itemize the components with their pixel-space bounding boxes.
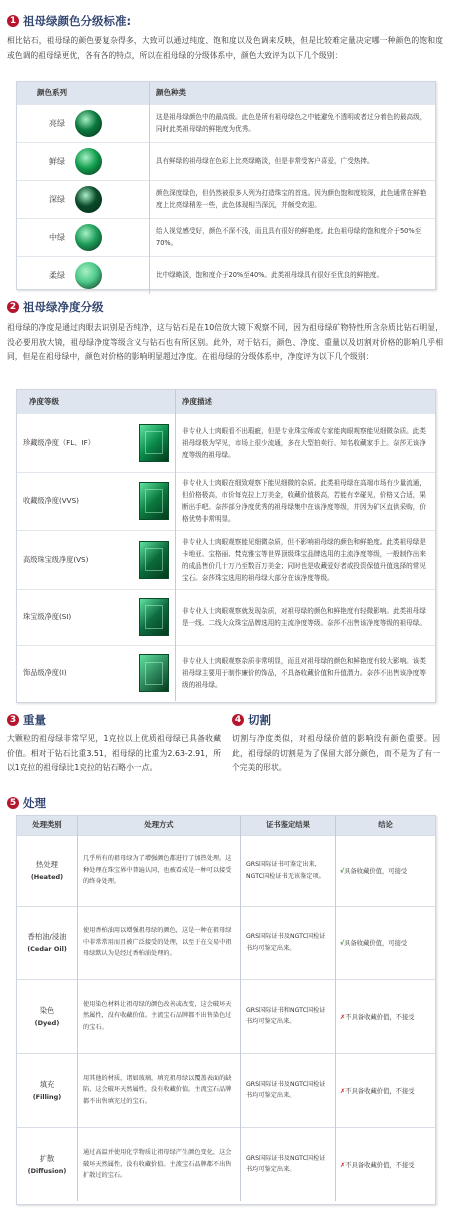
treatment-table	[16, 815, 436, 1205]
clarity-grade-description: 非专业人士肉眼观察杂质非常明显，而且对祖母绿的颜色和鲜艳度有较大影响。该类祖母绿主要用于制作廉价的饰品，不具备收藏价值和升值潜力。奈莎不出售该净度等级的祖母绿。	[182, 657, 426, 690]
table-row	[17, 142, 435, 180]
certificate-result: GRS国际证书及NGTC国检证书均可鉴定出来。	[241, 906, 336, 979]
section-paragraph: 大颗粒的祖母绿非常罕见，1克拉以上优质祖母绿已具备收藏价值。相对于钻石比重3.51，祖母绿的比重为2.63-2.91，所以1克拉的祖母绿比1克拉的钻石略小一点。	[7, 734, 221, 772]
conclusion-mark-icon: √	[340, 940, 345, 947]
section-title	[7, 13, 443, 29]
section-cut	[232, 712, 440, 776]
treatment-name: 香柏油/浸油	[27, 932, 67, 941]
section-heading: 祖母绿颜色分级标准:	[23, 14, 132, 28]
clarity-grade-description: 非专业人士肉眼观察就发现杂质，对祖母绿的颜色和鲜艳度有轻微影响。此类祖母绿是一线、二线大众珠宝品牌选用的主流净度等级。奈莎不出售该净度等级的祖母绿。	[182, 607, 426, 627]
conclusion-text: 具备收藏价值，可接受	[344, 868, 408, 875]
clarity-grade-description: 非专业人士肉眼在细致观察下能见细微的杂质。此类祖母绿在高端市场有少量流通，但价格极高，市价每克拉上万美金，收藏价值极高，若能有幸碰见，价格又合适，果断出手吧。奈莎部分净度优秀的祖母绿集中在该净度等级，并因为矿区直供采购，价格优势非常明显。	[182, 479, 426, 523]
section-number-badge: 4	[232, 714, 244, 726]
section-paragraph: 相比钻石，祖母绿的颜色要复杂得多，大致可以通过纯度、饱和度以及色调来反映，但是比较难定量决定哪一种颜色的饱和度或色调的祖母绿更优，各有各的特点，所以在祖母绿的分级体系中，颜色大致评为以下几个级别：	[7, 36, 443, 60]
table-row	[17, 1053, 435, 1127]
table-row	[17, 589, 435, 645]
conclusion-text: 不具备收藏价值，不接受	[345, 1013, 415, 1021]
section-number-badge: 1	[7, 15, 19, 27]
color-grade-description: 颜色深度绿色，但仍然被很多人列为打造珠宝的首选。因为颜色饱和度较深，此色通常在鲜艳度上比亮绿稍差一些，此色体现相当深沉，并颇受欢迎。	[156, 189, 427, 209]
section-heading: 处理	[23, 796, 46, 810]
color-grade-description: 比中绿略淡，饱和度介于20%至40%。此类祖母绿具有很好至优良的鲜艳度。	[156, 271, 384, 279]
treatment-method: 用其他的材质，诸如玻璃，填充祖母绿以覆盖表面的缺陷，这会破坏天然属性，没有收藏价值。主流宝石品牌都不出售填充过的宝石。	[78, 1053, 241, 1127]
color-grade-description: 给人视觉感受好，颜色不深不浅，而且具有很好的鲜艳度。此色祖母绿的饱和度介于50%至70%。	[156, 227, 422, 247]
treatment-method: 使用染色材料让祖母绿的颜色改善或改变，这会破坏天然属性，没有收藏价值。主流宝石品牌都不出售染色过的宝石。	[78, 979, 241, 1053]
emerald-gem-icon	[75, 186, 102, 213]
color-grade-label: 亮绿	[49, 118, 65, 128]
color-grade-description: 这是祖母绿颜色中的最高级。此色是所有祖母绿色之中能避免不透明或者过分着色的最高级，同时此类祖母绿的鲜艳度为优秀。	[156, 113, 427, 133]
treatment-method: 通过高温并使用化学物质让祖母绿产生颜色变化，这会破坏天然属性，没有收藏价值。主流宝石品牌都不出售扩散过的宝石。	[78, 1127, 241, 1201]
conclusion-text: 不具备收藏价值，不接受	[345, 1087, 415, 1095]
table-row	[17, 530, 435, 589]
emerald-gem-icon	[139, 424, 169, 462]
treatment-name-en: (Diffusion)	[27, 1166, 67, 1175]
section-title	[7, 712, 221, 728]
table-row	[17, 104, 435, 142]
certificate-result: GRS国际证书及NGTC国检证书均可鉴定出来。	[241, 1127, 336, 1201]
section-weight	[7, 712, 221, 776]
treatment-name-en: (Dyed)	[34, 1018, 60, 1027]
treatment-name: 染色	[39, 1005, 55, 1015]
conclusion-mark-icon: ✗	[340, 1013, 346, 1021]
table-header: 处理类别	[17, 816, 78, 835]
clarity-grade-description: 非专业人士肉眼观察能见细微杂质，但不影响祖母绿的颜色和鲜艳度。此类祖母绿是卡地亚、宝格丽、梵克雅宝等世界顶级珠宝品牌选用的主流净度等级，一般制作出来的成品售价几十万乃至数百万美金；同时也是收藏爱好者或投资保值升值选择的常见宝石。奈莎珠宝选用的祖母绿大部分在该净度等级。	[182, 537, 426, 582]
table-row	[17, 413, 435, 472]
emerald-gem-icon	[139, 482, 169, 520]
table-row	[17, 1127, 435, 1201]
section-heading: 切割	[248, 713, 271, 727]
emerald-gem-icon	[75, 224, 102, 251]
color-grade-label: 深绿	[49, 194, 65, 204]
treatment-name-en: (Cedar Oil)	[27, 945, 67, 953]
color-grade-label: 柔绿	[49, 270, 65, 280]
color-grade-label: 中绿	[49, 232, 65, 242]
table-row	[17, 835, 435, 906]
table-row	[17, 979, 435, 1053]
section-paragraph: 切割与净度类似，对祖母绿价值的影响没有颜色重要。因此，祖母绿的切割是为了保留大部分颜色，而不是为了有一个完美的形状。	[232, 734, 440, 772]
table-header: 处理方式	[78, 816, 241, 835]
table-header: 结论	[378, 820, 393, 830]
clarity-grade-label: 珠宝级净度(SI)	[23, 612, 72, 621]
table-row	[17, 256, 435, 294]
table-header: 净度描述	[182, 396, 212, 406]
conclusion-text: 具备收藏价值，可接受	[344, 940, 408, 947]
color-grade-label: 鲜绿	[49, 156, 65, 166]
treatment-name: 热处理	[36, 860, 58, 869]
certificate-result: GRS国际证书和NGTC国检证书均可鉴定出来。	[241, 979, 336, 1053]
emerald-gem-icon	[75, 148, 102, 175]
color-grade-description: 具有鲜绿的祖母绿在色彩上比亮绿略淡，但是非常受客户喜爱，广受热捧。	[156, 157, 374, 165]
emerald-gem-icon	[139, 654, 169, 692]
treatment-name-en: (Heated)	[30, 873, 64, 881]
table-header: 颜色系列	[17, 82, 150, 104]
section-clarity	[7, 299, 443, 365]
clarity-grade-label: 饰品级净度(I)	[23, 668, 67, 678]
section-color	[7, 13, 443, 63]
certificate-result: GRS国际证书可鉴定出来，NGTC国检证书无该鉴定项。	[241, 835, 336, 906]
conclusion-text: 不具备收藏价值，不接受	[345, 1161, 415, 1169]
table-header: 证书鉴定结果	[241, 816, 336, 835]
treatment-name-en: (Filling)	[32, 1092, 62, 1101]
treatment-name: 填充	[39, 1079, 55, 1089]
certificate-result: GRS国际证书及NGTC国检证书均可鉴定出来。	[241, 1053, 336, 1127]
conclusion-mark-icon: ✗	[340, 1161, 346, 1169]
treatment-method: 几乎所有的祖母绿为了增强颜色都进行了加热处理。这种处理在珠宝界中普遍认同，也被看成是一种可以接受的终身处理。	[78, 835, 241, 906]
table-row	[17, 472, 435, 530]
conclusion-mark-icon: ✗	[340, 1087, 346, 1095]
table-header: 净度等级	[17, 390, 176, 413]
conclusion-mark-icon: √	[340, 868, 345, 875]
emerald-gem-icon	[75, 262, 102, 289]
section-treatment	[7, 795, 443, 811]
emerald-gem-icon	[139, 541, 169, 579]
section-heading: 重量	[23, 713, 46, 727]
section-heading: 祖母绿净度分级	[23, 300, 104, 314]
section-number-badge: 2	[7, 301, 19, 313]
color-table	[16, 81, 436, 290]
section-title	[232, 712, 440, 728]
clarity-table	[16, 389, 436, 703]
section-number-badge: 3	[7, 714, 19, 726]
section-number-badge: 5	[7, 797, 19, 809]
treatment-name: 扩散	[39, 1153, 55, 1163]
clarity-grade-description: 非专业人士肉眼看不出瑕疵，但是专业珠宝师或专家能肉眼观察能见细微杂质。此类祖母绿极为罕见，市场上很少流通，多在大型拍卖行、知名收藏家手上。奈莎无该净度等级的祖母绿。	[182, 426, 426, 459]
section-title	[7, 795, 443, 811]
section-title	[7, 299, 443, 315]
table-row	[17, 645, 435, 701]
clarity-grade-label: 高级珠宝级净度(VS)	[23, 554, 89, 564]
table-row	[17, 180, 435, 218]
table-row	[17, 906, 435, 979]
table-row	[17, 218, 435, 256]
clarity-grade-label: 收藏级净度(VVS)	[23, 496, 79, 505]
treatment-method: 使用香柏油用以增强祖母绿的颜色，这是一种在祖母绿中非常常用而且被广泛接受的处理，以至于在交易中祖母绿默认为是经过香柏油处理的。	[78, 906, 241, 979]
clarity-grade-label: 珍藏级净度（FL、IF）	[23, 437, 95, 447]
emerald-gem-icon	[75, 110, 102, 137]
table-header: 颜色种类	[156, 88, 186, 98]
section-paragraph: 祖母绿的净度是通过肉眼去识别是否纯净，这与钻石是在10倍放大镜下观察不同，因为祖母绿矿物特性所含杂质比钻石明显，没必要用放大镜，祖母绿净度等级含义与钻石也有所区别。此外，对于钻石，颜色、净度、重量以及切割对价格的影响几乎相同，但是在祖母绿中，颜色对价格的影响明显超过净度。在祖母绿的分级体系中，净度评为以下几个级别：	[7, 323, 443, 361]
emerald-gem-icon	[139, 598, 169, 636]
